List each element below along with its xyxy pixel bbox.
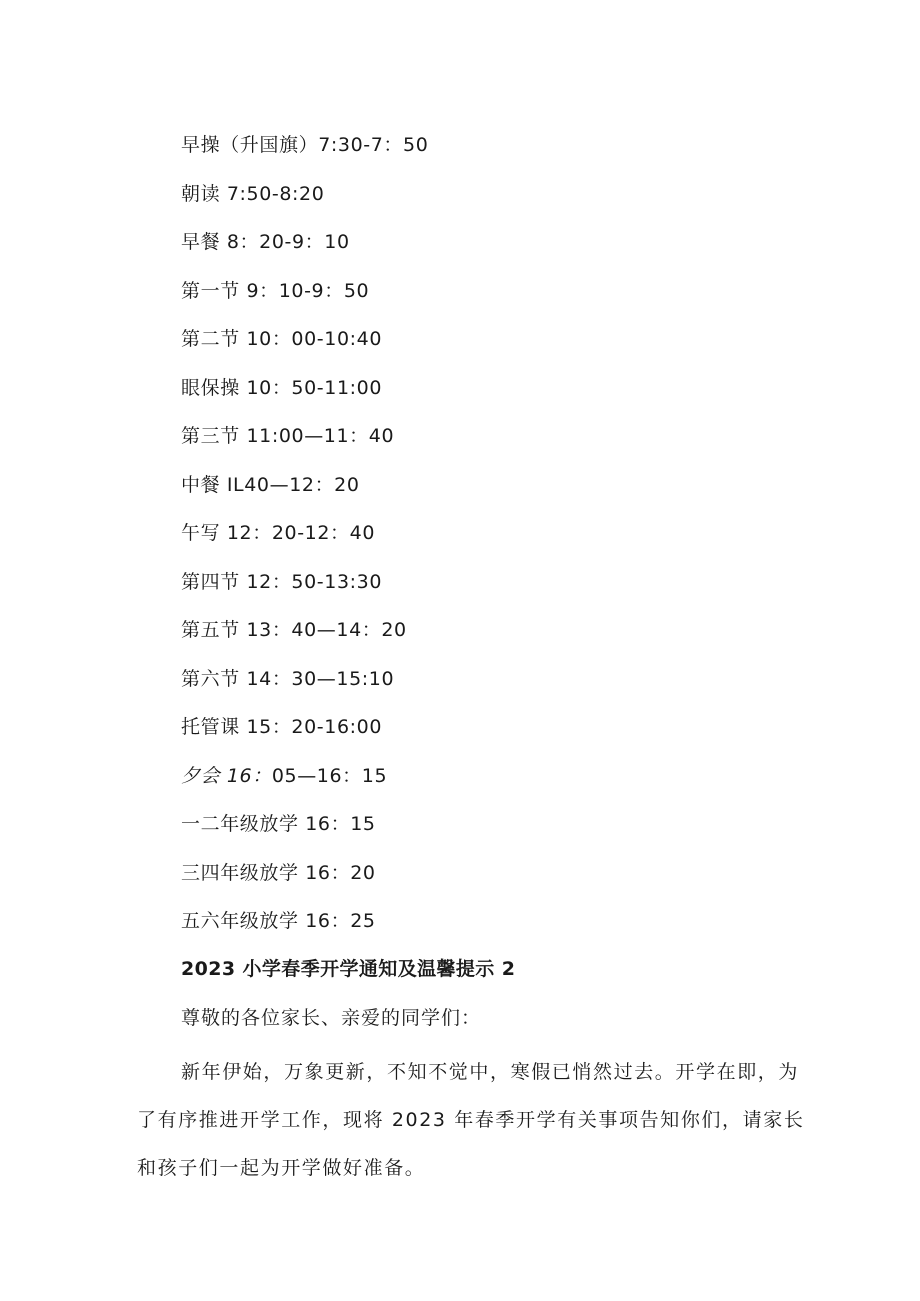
schedule-item [181, 225, 428, 274]
schedule-item-text: 第四节 12：50-13:30 [181, 570, 383, 593]
schedule-item-text: 眼保操 10：50-11:00 [181, 376, 383, 399]
schedule-item [181, 128, 428, 177]
schedule-item [181, 274, 428, 323]
schedule-item [181, 759, 428, 808]
paragraph-line: 了有序推进开学工作，现将 2023 年春季开学有关事项告知你们，请家长 [137, 1109, 805, 1131]
schedule-item-text: 五六年级放学 16：25 [181, 910, 376, 932]
schedule-item [181, 662, 428, 711]
schedule-item-label: 夕会 16： [181, 764, 272, 787]
schedule-item-text: 第二节 10：00-10:40 [181, 328, 383, 350]
paragraph-line: 和孩子们一起为开学做好准备。 [137, 1157, 426, 1179]
schedule-item [181, 371, 428, 420]
schedule-item [181, 565, 428, 614]
schedule-item [181, 856, 428, 905]
schedule-item [181, 807, 428, 856]
schedule-item-text: 早餐 8：20-9：10 [181, 231, 350, 253]
schedule-item [181, 322, 428, 371]
section-heading: 2023 小学春季开学通知及温馨提示 2 [181, 958, 516, 980]
schedule-item [181, 468, 428, 517]
body-paragraph [137, 1048, 805, 1192]
schedule-item-text: 第五节 13：40—14：20 [181, 619, 407, 641]
paragraph-line: 新年伊始，万象更新，不知不觉中，寒假已悄然过去。开学在即，为 [181, 1061, 800, 1083]
schedule-item [181, 904, 428, 953]
schedule-item-text: 三四年级放学 16：20 [181, 861, 376, 884]
schedule-item [181, 710, 428, 759]
schedule-item-text: 一二年级放学 16：15 [181, 813, 376, 835]
schedule-item-text: 朝读 7:50-8:20 [181, 182, 325, 205]
schedule-item-text: 早操（升国旗）7:30-7：50 [181, 134, 429, 156]
schedule-item-text: 第六节 14：30—15:10 [181, 667, 395, 690]
schedule-item-text: 05—16：15 [271, 764, 388, 787]
schedule-item-text: 托管课 15：20-16:00 [181, 716, 383, 738]
schedule-item [181, 516, 428, 565]
schedule-item [181, 419, 428, 468]
schedule-item-text: 午写 12：20-12：40 [181, 522, 376, 544]
schedule-item [181, 613, 428, 662]
schedule-list [181, 128, 428, 953]
salutation: 尊敬的各位家长、亲爱的同学们： [181, 1007, 482, 1029]
schedule-item-text: 中餐 IL40—12：20 [181, 473, 360, 496]
schedule-item-text: 第一节 9：10-9：50 [181, 279, 370, 302]
schedule-item [181, 177, 428, 226]
schedule-item-text: 第三节 11:00—11：40 [181, 425, 395, 447]
